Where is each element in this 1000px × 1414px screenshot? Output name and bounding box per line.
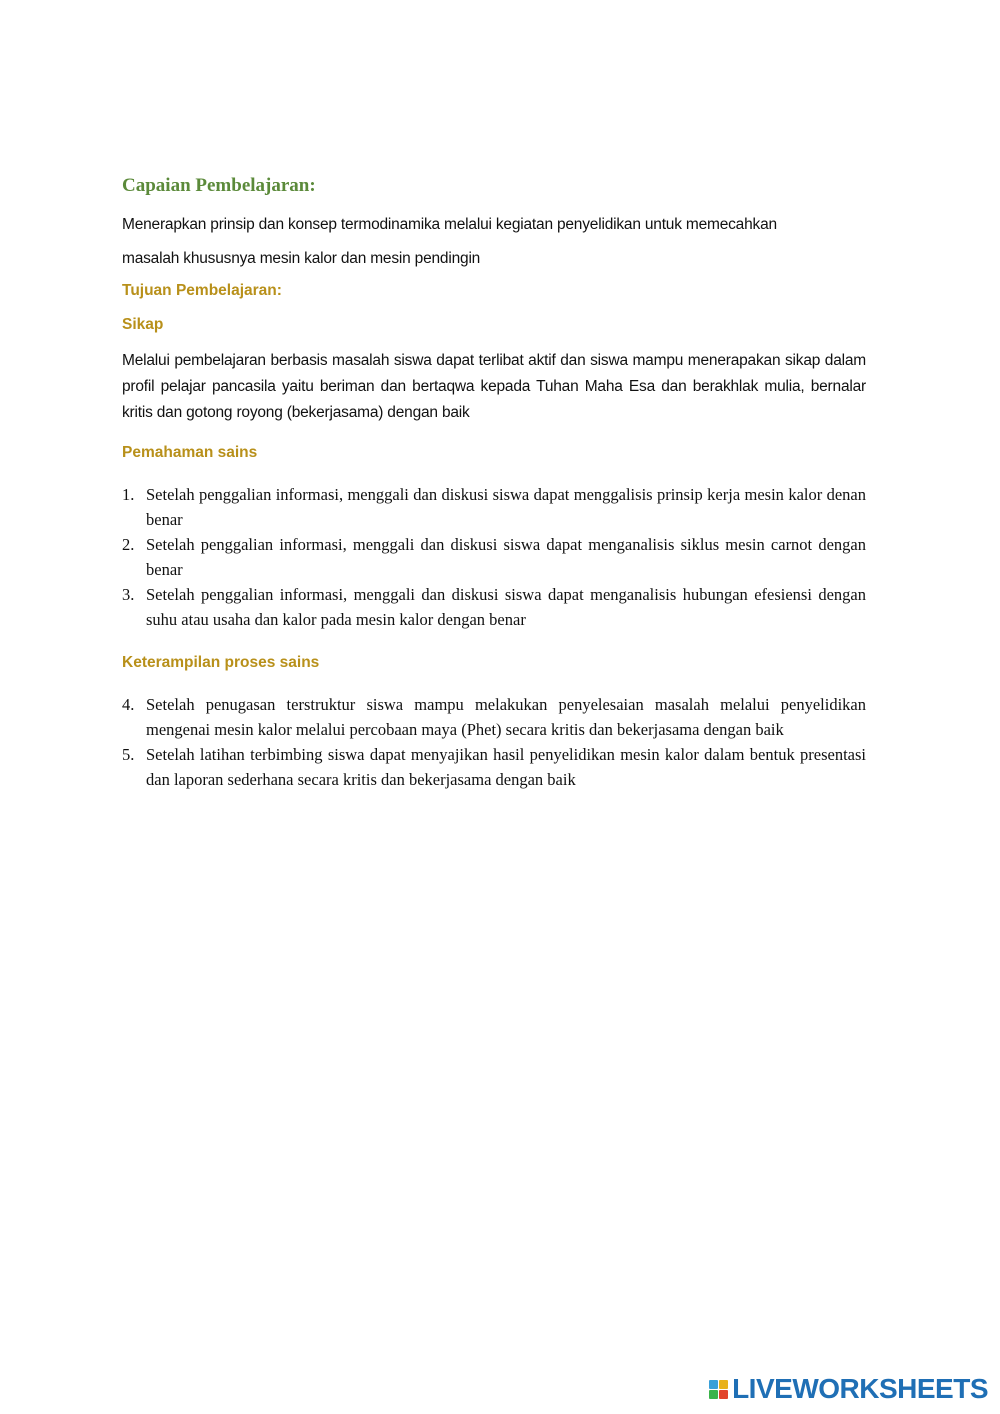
- keterampilan-list: [122, 692, 866, 792]
- capaian-title: Capaian Pembelajaran:: [122, 175, 316, 196]
- logo-mark-icon: [709, 1380, 728, 1399]
- list-item-number: 4.: [122, 695, 135, 714]
- list-item-number: 1.: [122, 485, 135, 504]
- list-item-text: Setelah latihan terbimbing siswa dapat menyajikan hasil penyelidikan mesin kalor dalam bentuk presentasi dan laporan sederhana secara kritis dan bekerjasama dengan baik: [146, 745, 866, 789]
- capaian-line-1: Menerapkan prinsip dan konsep termodinamika melalui kegiatan penyelidikan untuk memecahkan: [122, 216, 777, 233]
- liveworksheets-logo[interactable]: [709, 1374, 988, 1404]
- list-item: [122, 692, 866, 742]
- logo-text: LIVEWORKSHEETS: [732, 1373, 988, 1404]
- list-item: [122, 742, 866, 792]
- logo-square-icon: [709, 1390, 718, 1399]
- list-item-number: 3.: [122, 585, 135, 604]
- list-item: [122, 482, 866, 532]
- keterampilan-title: Keterampilan proses sains: [122, 654, 320, 671]
- list-item-number: 2.: [122, 535, 135, 554]
- sikap-paragraph: Melalui pembelajaran berbasis masalah siswa dapat terlibat aktif dan siswa mampu menerapakan sikap dalam profil pelajar pancasila yaitu beriman dan bertaqwa kepada Tuhan Maha Esa dan berakhlak mulia, bernalar kritis dan gotong royong (bekerjasama) dengan baik: [122, 352, 866, 421]
- capaian-line-2: masalah khususnya mesin kalor dan mesin pendingin: [122, 250, 481, 267]
- list-item-number: 5.: [122, 745, 135, 764]
- list-item: [122, 532, 866, 582]
- list-item-text: Setelah penggalian informasi, menggali dan diskusi siswa dapat menganalisis hubungan efesiensi dengan suhu atau usaha dan kalor pada mesin kalor dengan benar: [146, 585, 866, 629]
- document-page: [122, 172, 866, 792]
- list-item-text: Setelah penggalian informasi, menggali dan diskusi siswa dapat menggalisis prinsip kerja mesin kalor denan benar: [146, 485, 866, 529]
- logo-square-icon: [719, 1390, 728, 1399]
- sikap-title: Sikap: [122, 316, 164, 333]
- logo-square-icon: [719, 1380, 728, 1389]
- pemahaman-list: [122, 482, 866, 632]
- list-item-text: Setelah penugasan terstruktur siswa mampu melakukan penyelesaian masalah melalui penyelidikan mengenai mesin kalor melalui percobaan maya (Phet) secara kritis dan bekerjasama dengan baik: [146, 695, 866, 739]
- logo-square-icon: [709, 1380, 718, 1389]
- list-item-text: Setelah penggalian informasi, menggali dan diskusi siswa dapat menganalisis siklus mesin carnot dengan benar: [146, 535, 866, 579]
- list-item: [122, 582, 866, 632]
- pemahaman-title: Pemahaman sains: [122, 444, 258, 461]
- tujuan-title: Tujuan Pembelajaran:: [122, 282, 282, 299]
